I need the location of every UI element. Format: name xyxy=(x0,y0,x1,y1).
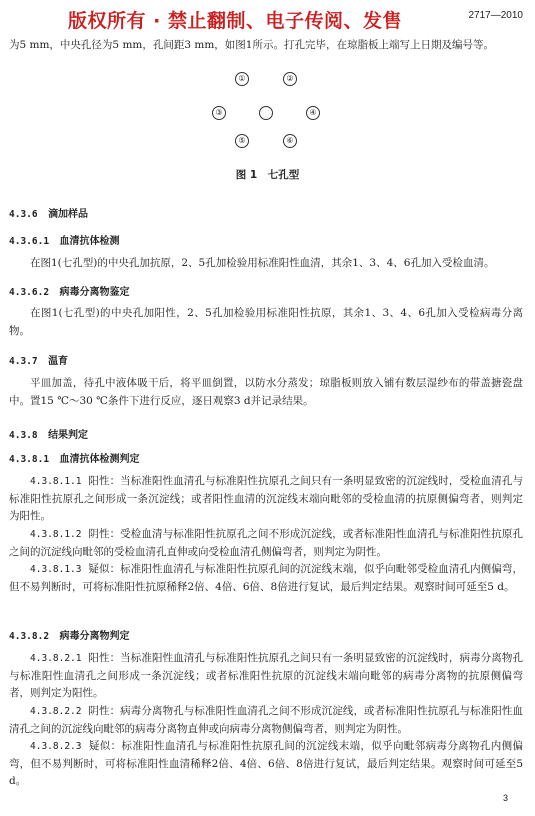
section-number: 4.3.6 xyxy=(9,209,38,220)
intro-paragraph: 为5 mm，中央孔径为5 mm，孔间距3 mm，如图1所示。打孔完毕，在琼脂板上端写上日期及编号等。 xyxy=(9,39,494,51)
clause-number: 4.3.8.2.3 xyxy=(30,741,82,752)
hole-3: ③ xyxy=(212,106,226,120)
section-title: 血清抗体检测判定 xyxy=(59,454,140,465)
hole-center xyxy=(259,106,273,120)
section-heading xyxy=(9,232,120,247)
clause-text: 疑似：标准阳性血清孔与标准阳性抗原孔间的沉淀线末端，似乎向毗邻病毒分离物孔内侧偏弯，但不易判断时，可将标准阳性血清稀释2倍、4倍、6倍、8倍进行复试，最后判定结果。观察时间可延至5 d。 xyxy=(9,740,523,788)
hole-1: ① xyxy=(235,72,249,86)
section-heading xyxy=(9,450,140,465)
clause-paragraph xyxy=(9,703,523,738)
clause-paragraph xyxy=(9,526,523,561)
clause-text: 疑似：标准阳性血清孔与标准阳性抗原孔间的沉淀线末端，似乎向毗邻受检血清孔内侧偏弯，但不易判断时，可将标准阳性抗原稀释2倍、4倍、6倍、8倍进行复试，最后判定结果。观察时间可延至5 d。 xyxy=(9,563,523,593)
section-number: 4.3.8.2 xyxy=(9,631,50,642)
clause-number: 4.3.8.2.2 xyxy=(30,706,82,717)
hole-5: ⑤ xyxy=(235,134,249,148)
section-number: 4.3.7 xyxy=(9,356,38,367)
section-title: 温育 xyxy=(48,356,69,367)
section-number: 4.3.6.2 xyxy=(9,287,50,298)
clause-paragraph xyxy=(9,738,523,791)
figure-caption: 图 1 七孔型 xyxy=(235,169,300,181)
section-title: 血清抗体检测 xyxy=(59,236,120,247)
section-heading xyxy=(9,205,88,220)
section-heading xyxy=(9,352,68,367)
clause-number: 4.3.8.2.1 xyxy=(30,653,82,664)
standard-number: 2717—2010 xyxy=(468,10,523,21)
page-number: 3 xyxy=(503,793,509,803)
section-number: 4.3.8.1 xyxy=(9,454,50,465)
watermark-banner: 版权所有 · 禁止翻制、电子传阅、发售 xyxy=(68,10,402,32)
hole-4: ④ xyxy=(306,106,320,120)
hole-2: ② xyxy=(283,72,297,86)
section-title: 病毒分离物判定 xyxy=(59,631,130,642)
clause-text: 阴性：病毒分离物孔与标准阳性血清孔之间不形成沉淀线，或者标准阳性抗原孔与标准阳性血清孔之间的沉淀线向毗邻的病毒分离物直伸或向病毒分离物侧偏弯者，则判定为阴性。 xyxy=(9,705,523,735)
section-title: 结果判定 xyxy=(48,430,89,441)
clause-paragraph xyxy=(9,561,523,596)
section-heading xyxy=(9,627,130,642)
section-heading xyxy=(9,283,130,298)
clause-paragraph xyxy=(9,473,523,526)
hole-6: ⑥ xyxy=(283,134,297,148)
section-paragraph: 在图1(七孔型)的中央孔加抗原，2、5孔加检验用标准阳性血清，其余1、3、4、6孔加入受检血清。 xyxy=(30,257,495,269)
section-title: 病毒分离物鉴定 xyxy=(59,287,130,298)
clause-text: 阳性：当标准阳性血清孔与标准阳性抗原孔之间只有一条明显致密的沉淀线时，受检血清孔与标准阳性抗原孔之间形成一条沉淀线；或者阳性血清的沉淀线末端向毗邻的受检血清的抗原侧偏弯者，则判定为阳性。 xyxy=(9,475,523,523)
clause-number: 4.3.8.1.3 xyxy=(30,564,82,575)
clause-number: 4.3.8.1.1 xyxy=(30,476,82,487)
section-number: 4.3.8 xyxy=(9,430,38,441)
section-paragraph: 平皿加盖，待孔中液体吸干后，将平皿倒置，以防水分蒸发；琼脂板则放入铺有数层湿纱布的带盖搪瓷盘中。置15 ℃～30 ℃条件下进行反应，逐日观察3 d并记录结果。 xyxy=(9,377,523,407)
clause-number: 4.3.8.1.2 xyxy=(30,529,82,540)
section-title: 滴加样品 xyxy=(48,209,89,220)
section-number: 4.3.6.1 xyxy=(9,236,50,247)
clause-text: 阴性：受检血清与标准阳性抗原孔之间不形成沉淀线，或者标准阳性血清孔与标准阳性抗原孔之间的沉淀线向毗邻的受检血清孔直伸或向受检血清孔侧偏弯者，则判定为阴性。 xyxy=(9,528,523,558)
section-heading xyxy=(9,426,88,441)
section-paragraph: 在图1(七孔型)的中央孔加阳性，2、5孔加检验用标准阳性抗原，其余1、3、4、6孔加入受检病毒分离物。 xyxy=(9,307,523,337)
clause-paragraph xyxy=(9,650,523,703)
clause-text: 阳性：当标准阳性血清孔与标准阳性抗原孔之间只有一条明显致密的沉淀线时，病毒分离物孔与标准阳性血清孔之间形成一条沉淀线；或者标准阳性抗原的沉淀线末端向毗邻的病毒分离物的抗原侧偏弯者，则判定为阳性。 xyxy=(9,652,523,700)
